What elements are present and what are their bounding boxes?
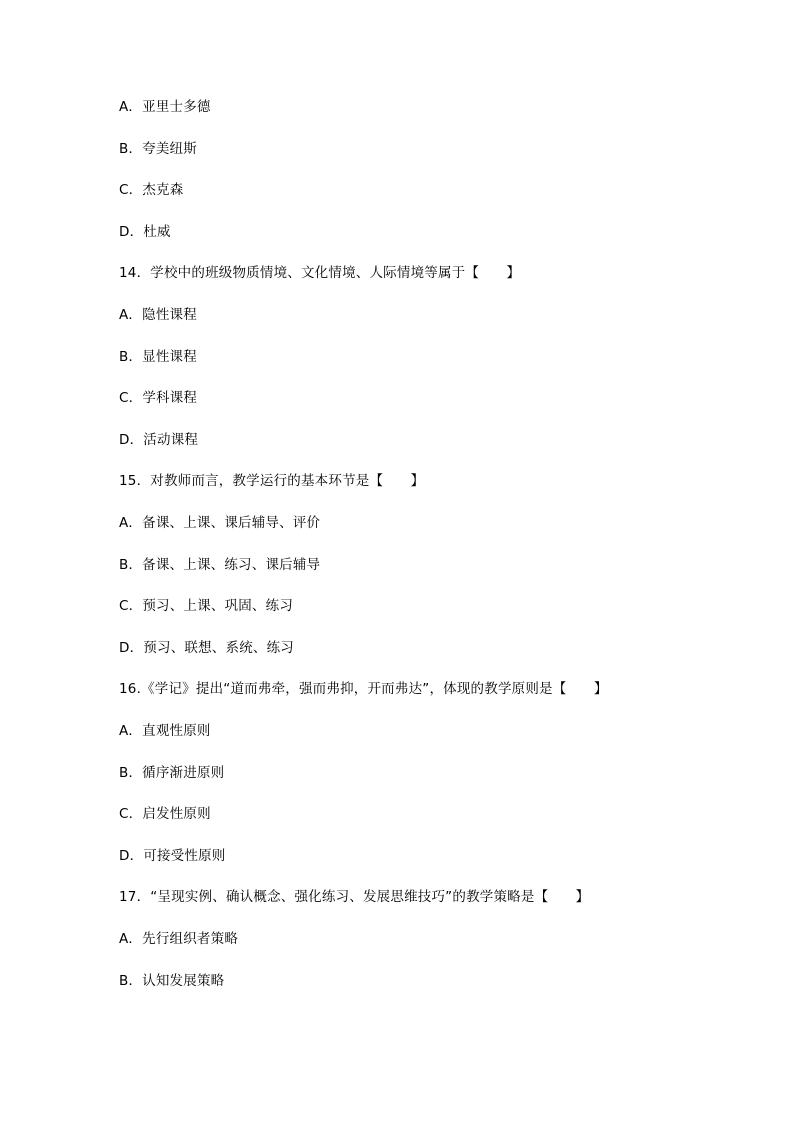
q14-option-b: B．显性课程: [119, 349, 197, 365]
q13-option-d: D．杜威: [119, 224, 171, 240]
q15-option-a: A．备课、上课、课后辅导、评价: [119, 515, 321, 531]
q16-option-a: A．直观性原则: [119, 723, 211, 739]
question-15: 15．对教师而言，教学运行的基本环节是【 】: [119, 473, 425, 489]
q16-option-c: C．启发性原则: [119, 806, 211, 822]
q15-option-d: D．预习、联想、系统、练习: [119, 640, 294, 656]
q13-option-a: A．亚里士多德: [119, 99, 211, 115]
q14-option-a: A．隐性课程: [119, 307, 197, 323]
q13-option-b: B．夸美纽斯: [119, 141, 197, 157]
q14-option-d: D．活动课程: [119, 432, 199, 448]
q17-option-b: B．认知发展策略: [119, 973, 225, 989]
question-17: 17．“呈现实例、确认概念、强化练习、发展思维技巧”的教学策略是【 】: [119, 889, 590, 905]
q16-option-d: D．可接受性原则: [119, 848, 226, 864]
q17-option-a: A．先行组织者策略: [119, 931, 239, 947]
q16-option-b: B．循序渐进原则: [119, 765, 225, 781]
question-14: 14．学校中的班级物质情境、文化情境、人际情境等属于【 】: [119, 265, 521, 281]
question-16: 16.《学记》提出“道而弗牵，强而弗抑，开而弗达”，体现的教学原则是【 】: [119, 681, 608, 697]
q15-option-b: B．备课、上课、练习、课后辅导: [119, 557, 321, 573]
q13-option-c: C．杰克森: [119, 182, 184, 198]
q15-option-c: C．预习、上课、巩固、练习: [119, 598, 294, 614]
q14-option-c: C．学科课程: [119, 390, 198, 406]
